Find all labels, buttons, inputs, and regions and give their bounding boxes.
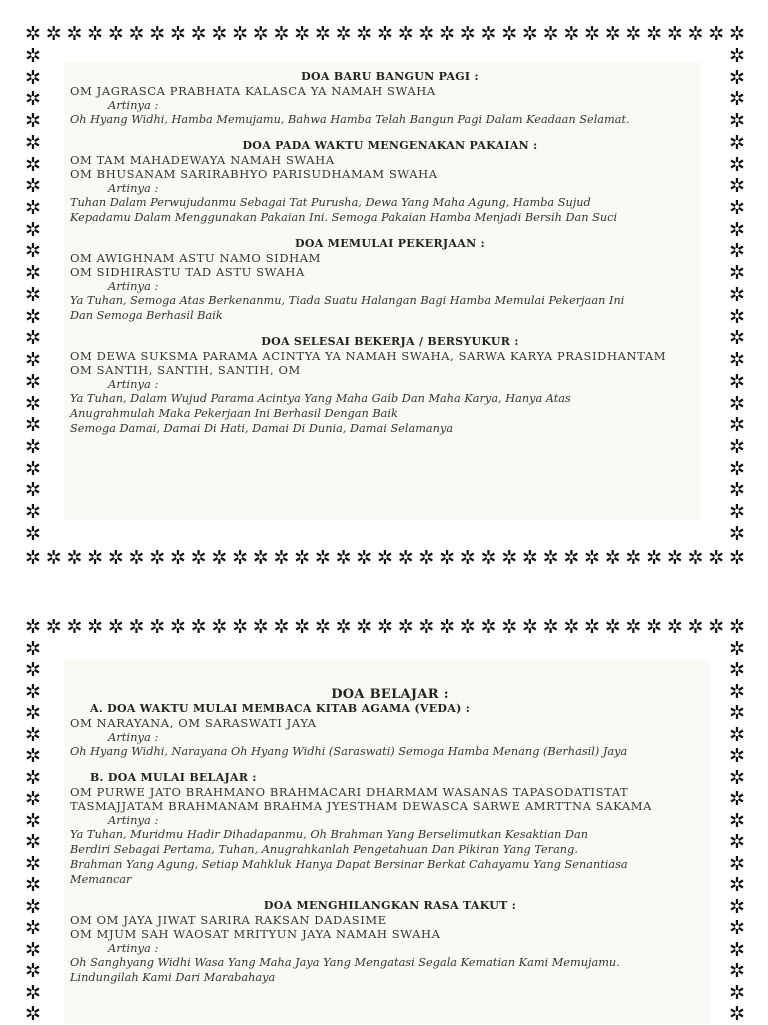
star-ornament-icon: ✲ [625,616,642,638]
star-ornament-icon: ✲ [604,23,621,45]
star-ornament-icon: ✲ [128,547,145,569]
star-ornament-icon: ✲ [25,960,41,983]
ornament-border-top [24,617,746,637]
mantra-line: OM SIDHIRASTU TAD ASTU SWAHA [70,265,305,279]
star-ornament-icon: ✲ [376,547,393,569]
star-ornament-icon: ✲ [107,616,124,638]
star-ornament-icon: ✲ [294,616,311,638]
star-ornament-icon: ✲ [335,616,352,638]
star-ornament-icon: ✲ [25,616,41,638]
star-ornament-icon: ✲ [666,547,683,569]
star-ornament-icon: ✲ [128,616,145,638]
star-ornament-icon: ✲ [729,66,745,89]
star-ornament-icon: ✲ [169,547,186,569]
star-ornament-icon: ✲ [646,547,663,569]
star-ornament-icon: ✲ [25,370,41,393]
star-ornament-icon: ✲ [25,110,41,133]
star-ornament-icon: ✲ [356,547,373,569]
mantra-line: OM MJUM SAH WAOSAT MRITYUN JAYA NAMAH SWAHA [70,927,441,941]
section-title: DOA PADA WAKTU MENGENAKAN PAKAIAN : [242,139,538,152]
star-ornament-icon: ✲ [25,479,41,502]
star-ornament-icon: ✲ [729,197,745,220]
star-ornament-icon: ✲ [232,616,248,638]
card-2-content [70,688,710,985]
star-ornament-icon: ✲ [480,547,497,569]
star-ornament-icon: ✲ [25,349,41,372]
star-ornament-icon: ✲ [563,23,580,45]
star-ornament-icon: ✲ [149,23,166,45]
star-ornament-icon: ✲ [729,88,745,111]
star-ornament-icon: ✲ [584,616,600,638]
star-ornament-icon: ✲ [25,262,41,285]
star-ornament-icon: ✲ [87,616,104,638]
subsection-mulai-belajar [70,771,710,887]
mantra-line: OM SANTIH, SANTIH, SANTIH, OM [70,363,301,377]
star-ornament-icon: ✲ [729,917,745,940]
star-ornament-icon: ✲ [87,23,104,45]
star-ornament-icon: ✲ [356,616,373,638]
star-ornament-icon: ✲ [708,616,725,638]
star-ornament-icon: ✲ [25,197,41,220]
star-ornament-icon: ✲ [729,131,745,154]
star-ornament-icon: ✲ [729,435,745,458]
star-ornament-icon: ✲ [729,283,745,306]
star-ornament-icon: ✲ [66,547,83,569]
star-ornament-icon: ✲ [729,1002,745,1025]
star-ornament-icon: ✲ [459,547,476,569]
star-ornament-icon: ✲ [25,283,41,306]
artinya-label: Artinya : [108,941,159,955]
star-ornament-icon: ✲ [646,23,663,45]
star-ornament-icon: ✲ [107,547,124,569]
mantra-line: OM TAM MAHADEWAYA NAMAH SWAHA [70,153,335,167]
star-ornament-icon: ✲ [66,23,83,45]
star-ornament-icon: ✲ [376,616,393,638]
star-ornament-icon: ✲ [335,547,352,569]
mantra-line: TASMAJJATAM BRAHMANAM BRAHMA JYESTHAM DEWASCA SARWE AMRTTNA SAKAMA [70,799,653,813]
star-ornament-icon: ✲ [418,616,435,638]
artinya-label: Artinya : [108,181,159,195]
star-ornament-icon: ✲ [25,88,41,111]
star-ornament-icon: ✲ [729,659,745,682]
star-ornament-icon: ✲ [729,501,745,524]
star-ornament-icon: ✲ [314,547,331,569]
star-ornament-icon: ✲ [25,1002,41,1025]
ornament-border-right [728,639,746,1024]
translation-line: Semoga Damai, Damai Di Hati, Damai Di Dunia, Damai Selamanya [70,422,454,435]
star-ornament-icon: ✲ [25,392,41,415]
star-ornament-icon: ✲ [418,547,435,569]
star-ornament-icon: ✲ [25,522,41,545]
star-ornament-icon: ✲ [149,547,166,569]
star-ornament-icon: ✲ [687,547,704,569]
list-marker: B. [90,771,104,784]
star-ornament-icon: ✲ [729,981,745,1004]
translation-line: Oh Sanghyang Widhi Wasa Yang Maha Jaya Yang Mengatasi Segala Kematian Kami Memujamu. [70,956,620,969]
star-ornament-icon: ✲ [459,23,476,45]
star-ornament-icon: ✲ [729,414,745,437]
star-ornament-icon: ✲ [729,831,745,854]
star-ornament-icon: ✲ [666,616,683,638]
star-ornament-icon: ✲ [708,23,725,45]
star-ornament-icon: ✲ [729,788,745,811]
star-ornament-icon: ✲ [232,23,248,45]
star-ornament-icon: ✲ [563,547,580,569]
list-marker: A. [90,702,103,715]
star-ornament-icon: ✲ [728,23,745,45]
star-ornament-icon: ✲ [480,616,497,638]
star-ornament-icon: ✲ [728,616,745,638]
star-ornament-icon: ✲ [25,917,41,940]
star-ornament-icon: ✲ [45,547,62,569]
translation-line: Dan Semoga Berhasil Baik [70,309,223,322]
mantra-line: OM DEWA SUKSMA PARAMA ACINTYA YA NAMAH SWAHA, SARWA KARYA PRASIDHANTAM [70,349,667,363]
star-ornament-icon: ✲ [563,616,580,638]
star-ornament-icon: ✲ [25,766,41,789]
artinya-label: Artinya : [108,98,159,112]
star-ornament-icon: ✲ [294,547,311,569]
star-ornament-icon: ✲ [25,175,41,198]
star-ornament-icon: ✲ [729,852,745,875]
star-ornament-icon: ✲ [252,23,269,45]
subsection-title [70,771,710,785]
star-ornament-icon: ✲ [25,457,41,480]
star-ornament-icon: ✲ [190,23,207,45]
star-ornament-icon: ✲ [169,616,186,638]
section-title: DOA SELESAI BEKERJA / BERSYUKUR : [261,335,519,348]
star-ornament-icon: ✲ [294,23,311,45]
star-ornament-icon: ✲ [729,327,745,350]
star-ornament-icon: ✲ [729,305,745,328]
star-ornament-icon: ✲ [25,659,41,682]
star-ornament-icon: ✲ [25,218,41,241]
star-ornament-icon: ✲ [128,23,145,45]
ornament-border-left [24,639,42,1024]
artinya-label: Artinya : [108,377,159,391]
star-ornament-icon: ✲ [25,895,41,918]
star-ornament-icon: ✲ [25,702,41,725]
star-ornament-icon: ✲ [25,414,41,437]
section-rasa-takut [70,899,710,985]
star-ornament-icon: ✲ [25,435,41,458]
mantra-line: OM BHUSANAM SARIRABHYO PARISUDHAMAM SWAHA [70,167,438,181]
star-ornament-icon: ✲ [252,547,269,569]
star-ornament-icon: ✲ [729,45,745,67]
star-ornament-icon: ✲ [604,547,621,569]
star-ornament-icon: ✲ [729,938,745,961]
star-ornament-icon: ✲ [729,766,745,789]
star-ornament-icon: ✲ [480,23,497,45]
star-ornament-icon: ✲ [729,262,745,285]
star-ornament-icon: ✲ [25,831,41,854]
star-ornament-icon: ✲ [729,702,745,725]
star-ornament-icon: ✲ [107,23,124,45]
star-ornament-icon: ✲ [25,638,41,660]
artinya-label: Artinya : [108,730,159,744]
star-ornament-icon: ✲ [335,23,352,45]
mantra-line: OM OM JAYA JIWAT SARIRA RAKSAN DADASIME [70,913,387,927]
subsection-title-text: DOA MULAI BELAJAR : [107,771,257,784]
star-ornament-icon: ✲ [729,457,745,480]
card-2-title: DOA BELAJAR : [331,687,449,702]
translation-line: Anugrahmulah Maka Pekerjaan Ini Berhasil Dengan Baik [70,407,398,420]
star-ornament-icon: ✲ [729,874,745,897]
star-ornament-icon: ✲ [729,895,745,918]
star-ornament-icon: ✲ [646,616,663,638]
translation-line: Tuhan Dalam Perwujudanmu Sebagai Tat Purusha, Dewa Yang Maha Agung, Hamba Sujud [70,196,591,209]
star-ornament-icon: ✲ [25,874,41,897]
star-ornament-icon: ✲ [729,723,745,746]
star-ornament-icon: ✲ [729,522,745,545]
star-ornament-icon: ✲ [542,616,559,638]
star-ornament-icon: ✲ [687,616,704,638]
star-ornament-icon: ✲ [542,547,559,569]
star-ornament-icon: ✲ [25,788,41,811]
star-ornament-icon: ✲ [25,153,41,176]
star-ornament-icon: ✲ [232,547,248,569]
star-ornament-icon: ✲ [273,616,290,638]
star-ornament-icon: ✲ [501,23,518,45]
star-ornament-icon: ✲ [25,240,41,263]
translation-line: Kepadamu Dalam Menggunakan Pakaian Ini. Semoga Pakaian Hamba Menjadi Bersih Dan Suci [70,211,618,224]
star-ornament-icon: ✲ [501,547,518,569]
section-title: DOA BARU BANGUN PAGI : [301,70,479,83]
star-ornament-icon: ✲ [397,547,414,569]
star-ornament-icon: ✲ [542,23,559,45]
star-ornament-icon: ✲ [314,616,331,638]
star-ornament-icon: ✲ [666,23,683,45]
artinya-label: Artinya : [108,279,159,293]
star-ornament-icon: ✲ [501,616,518,638]
translation-line: Oh Hyang Widhi, Hamba Memujamu, Bahwa Hamba Telah Bangun Pagi Dalam Keadaan Selamat. [70,113,630,126]
star-ornament-icon: ✲ [25,852,41,875]
star-ornament-icon: ✲ [252,616,269,638]
star-ornament-icon: ✲ [729,479,745,502]
star-ornament-icon: ✲ [273,23,290,45]
star-ornament-icon: ✲ [729,392,745,415]
section-title: DOA MEMULAI PEKERJAAN : [295,237,485,250]
star-ornament-icon: ✲ [625,547,642,569]
star-ornament-icon: ✲ [25,680,41,703]
translation-line: Memancar [70,873,132,886]
translation-line: Lindungilah Kami Dari Marabahaya [70,971,276,984]
star-ornament-icon: ✲ [521,616,538,638]
star-ornament-icon: ✲ [273,547,290,569]
star-ornament-icon: ✲ [25,981,41,1004]
star-ornament-icon: ✲ [211,616,228,638]
star-ornament-icon: ✲ [314,23,331,45]
translation-line: Ya Tuhan, Muridmu Hadir Dihadapanmu, Oh Brahman Yang Berselimutkan Kesaktian Dan [70,828,588,841]
star-ornament-icon: ✲ [521,547,538,569]
translation-line: Ya Tuhan, Semoga Atas Berkenanmu, Tiada Suatu Halangan Bagi Hamba Memulai Pekerjaan Ini [70,294,625,307]
star-ornament-icon: ✲ [25,745,41,768]
mantra-line: OM PURWE JATO BRAHMANO BRAHMACARI DHARMAM WASANAS TAPASODATISTAT [70,785,629,799]
star-ornament-icon: ✲ [25,327,41,350]
star-ornament-icon: ✲ [584,23,600,45]
star-ornament-icon: ✲ [729,370,745,393]
star-ornament-icon: ✲ [729,175,745,198]
star-ornament-icon: ✲ [397,616,414,638]
star-ornament-icon: ✲ [25,723,41,746]
subsection-title [70,702,710,716]
mantra-line: OM AWIGHNAM ASTU NAMO SIDHAM [70,251,322,265]
mantra-line: OM JAGRASCA PRABHATA KALASCA YA NAMAH SWAHA [70,84,436,98]
star-ornament-icon: ✲ [521,23,538,45]
star-ornament-icon: ✲ [729,638,745,660]
star-ornament-icon: ✲ [729,240,745,263]
star-ornament-icon: ✲ [25,23,41,45]
star-ornament-icon: ✲ [66,616,83,638]
star-ornament-icon: ✲ [729,745,745,768]
subsection-membaca-kitab [70,702,710,759]
star-ornament-icon: ✲ [418,23,435,45]
subsection-title-text: DOA WAKTU MULAI MEMBACA KITAB AGAMA (VEDA) : [107,702,471,715]
star-ornament-icon: ✲ [728,547,745,569]
star-ornament-icon: ✲ [190,547,207,569]
star-ornament-icon: ✲ [729,349,745,372]
star-ornament-icon: ✲ [604,616,621,638]
translation-line: Oh Hyang Widhi, Narayana Oh Hyang Widhi (Saraswati) Semoga Hamba Menang (Berhasil) Jaya [70,745,628,758]
star-ornament-icon: ✲ [190,616,207,638]
star-ornament-icon: ✲ [584,547,600,569]
star-ornament-icon: ✲ [25,45,41,67]
star-ornament-icon: ✲ [708,547,725,569]
star-ornament-icon: ✲ [25,131,41,154]
artinya-label: Artinya : [108,813,159,827]
star-ornament-icon: ✲ [25,66,41,89]
star-ornament-icon: ✲ [729,680,745,703]
star-ornament-icon: ✲ [25,938,41,961]
mantra-line: OM NARAYANA, OM SARASWATI JAYA [70,716,317,730]
star-ornament-icon: ✲ [45,616,62,638]
star-ornament-icon: ✲ [25,809,41,832]
star-ornament-icon: ✲ [729,218,745,241]
star-ornament-icon: ✲ [625,23,642,45]
star-ornament-icon: ✲ [211,547,228,569]
star-ornament-icon: ✲ [729,153,745,176]
star-ornament-icon: ✲ [149,616,166,638]
star-ornament-icon: ✲ [729,809,745,832]
section-title: DOA MENGHILANGKAN RASA TAKUT : [263,899,517,912]
translation-line: Brahman Yang Agung, Setiap Mahkluk Hanya Dapat Bersinar Berkat Cahayamu Yang Senantiasa [70,858,628,871]
star-ornament-icon: ✲ [211,23,228,45]
star-ornament-icon: ✲ [439,23,456,45]
star-ornament-icon: ✲ [25,547,41,569]
translation-line: Ya Tuhan, Dalam Wujud Parama Acintya Yang Maha Gaib Dan Maha Karya, Hanya Atas [70,392,571,405]
star-ornament-icon: ✲ [87,547,104,569]
star-ornament-icon: ✲ [25,305,41,328]
star-ornament-icon: ✲ [376,23,393,45]
star-ornament-icon: ✲ [356,23,373,45]
translation-line: Berdiri Sebagai Pertama, Tuhan, Anugrahkanlah Pengetahuan Dan Pikiran Yang Terang. [70,843,578,856]
star-ornament-icon: ✲ [459,616,476,638]
star-ornament-icon: ✲ [687,23,704,45]
star-ornament-icon: ✲ [729,110,745,133]
star-ornament-icon: ✲ [439,616,456,638]
star-ornament-icon: ✲ [439,547,456,569]
star-ornament-icon: ✲ [45,23,62,45]
star-ornament-icon: ✲ [25,501,41,524]
star-ornament-icon: ✲ [729,960,745,983]
star-ornament-icon: ✲ [169,23,186,45]
star-ornament-icon: ✲ [397,23,414,45]
